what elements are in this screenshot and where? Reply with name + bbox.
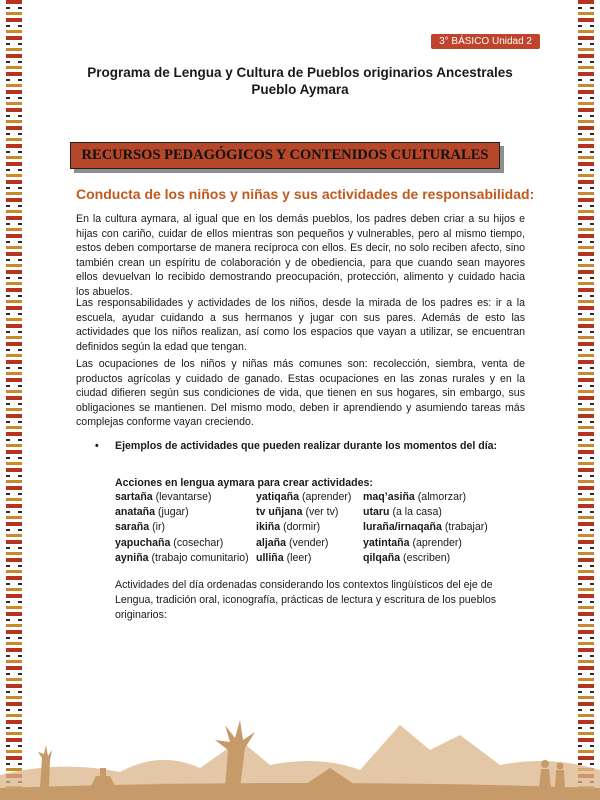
vocab-word: ayniña [115,551,149,564]
vocab-word: utaru [363,506,390,519]
vocab-row [115,520,535,535]
vocab-gloss: (a la casa) [392,506,442,519]
vocab-word: tv uñjana [256,506,303,519]
program-title-line1: Programa de Lengua y Cultura de Pueblos originarios Ancestrales [87,65,513,80]
vocab-table [115,490,535,566]
vocab-gloss: (leer) [286,551,312,564]
person-body-icon [539,769,551,788]
vocab-word: yatiqaña [256,491,299,503]
section-heading: Conducta de los niños y niñas y sus actividades de responsabilidad: [76,186,535,202]
closing-paragraph: Actividades del día ordenadas considerando los contextos lingüísticos del eje de Lengua, tradición oral, iconografía, prácticas de lectura y escritura de los pueblos originarios: [115,579,497,621]
vocab-word: yatintaña [363,536,410,549]
vocab-word: saraña [115,521,150,534]
vocab-gloss: (trabajo comunitario) [151,551,249,564]
paragraph-responsabilidades: Las responsabilidades y actividades de los niños, desde la mirada de los padres es: ir a la escuela, ayudar cuidando a sus hermanos y jugar con sus pares. Además de esto las actividades que los niños realizan, así como los espacios que vayan a utilizar, se encuentran definidos según la edad que tengan. [76,297,525,353]
ground-shape [0,783,600,800]
grade-unit-badge: 3° BÁSICO Unidad 2 [431,34,540,49]
vocab-word: sartaña [115,491,153,503]
person-head-icon [557,763,564,770]
vocab-gloss: (ir) [152,521,166,534]
landscape-illustration [0,680,600,800]
vocab-gloss: (escriben) [403,551,451,564]
vocab-word: anataña [115,506,156,519]
vocab-row [115,505,535,520]
program-title [0,64,600,98]
vocab-row [115,490,535,505]
vocab-gloss: (aprender) [301,491,352,503]
program-title-line2: Pueblo Aymara [251,82,349,97]
vocab-row [115,551,535,566]
vocab-gloss: (ver tv) [305,506,339,519]
bullet-text: Ejemplos de actividades que pueden realizar durante los momentos del día: [115,440,498,452]
vocab-gloss: (aprender) [412,536,462,549]
person-body-icon [555,770,565,788]
vocab-word: qilqaña [363,551,401,564]
bullet-item [95,440,497,452]
paragraph-crianza: En la cultura aymara, al igual que en los demás pueblos, los padres deben criar a su hijos e hijas con cariño, cuidar de ellos mientras son pequeños y vulnerables, pero al mismo tiempo, estos deben comportarse de manera recíproca con ellos. Es decir, no solo reciben afecto, sino también crean un espíritu de colaboración y de obediencia, para que cuando sean mayores ellos devuelvan lo recibido demostrando preocupación, protección, alimento y cuidado hacia los abuelos. [76,213,525,298]
paragraph-ocupaciones: Las ocupaciones de los niños y niñas más comunes son: recolección, siembra, venta de productos agrícolas y cuidado de ganado. Estas ocupaciones en las zonas rurales y en la ciudad difieren según sus condiciones de vida, que tienen en sus hogares, sin embargo, sus obligaciones se mantienen. Del mismo modo, deben ir aprendiendo y asumiendo tareas más complejas conforme vayan creciendo. [76,358,525,429]
vocab-row [115,536,535,551]
vocab-gloss: (levantarse) [155,491,212,503]
vocab-gloss: (cosechar) [173,536,224,549]
vocab-word: yapuchaña [115,536,171,549]
person-head-icon [541,760,549,768]
vocab-word: maq’asiña [363,491,415,503]
vocab-word: ulliña [256,551,284,564]
vocab-gloss: (dormir) [283,521,321,534]
vocab-gloss: (vender) [289,536,329,549]
vocab-word: aljaña [256,536,287,549]
vocab-word: luraña/irnaqaña [363,521,442,534]
vocab-heading: Acciones en lengua aymara para crear actividades: [115,477,373,489]
section-banner: RECURSOS PEDAGÓGICOS Y CONTENIDOS CULTURALES [70,142,500,169]
bullet-icon: • [95,440,99,452]
vocab-word: ikiña [256,521,281,534]
vocab-gloss: (trabajar) [444,521,488,534]
vocab-gloss: (jugar) [158,506,189,519]
vocab-gloss: (almorzar) [417,491,467,503]
